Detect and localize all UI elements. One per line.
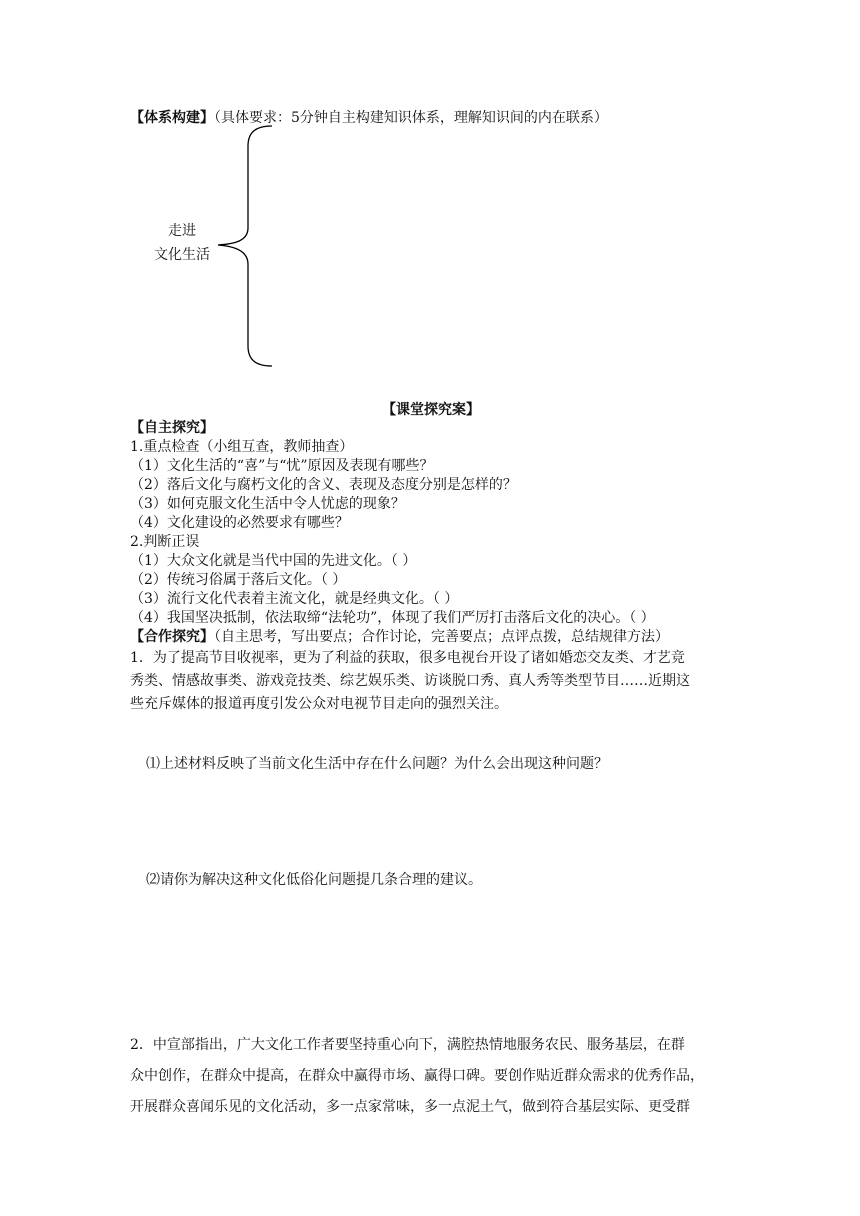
q1-sub1: ⑴上述材料反映了当前文化生活中存在什么问题？为什么会出现这种问题？ [146, 756, 608, 772]
q2-line: 众中创作，在群众中提高，在群众中赢得市场、赢得口碑。要创作贴近群众需求的优秀作品， [130, 1068, 704, 1084]
self-study-section [130, 419, 690, 716]
q2-line: 2．中宣部指出，广大文化工作者要坚持重心向下，满腔热情地服务农民、服务基层，在群 [130, 1037, 685, 1053]
check-item: （3）如何克服文化生活中令人忧虑的现象？ [130, 496, 405, 512]
judge-item: （1）大众文化就是当代中国的先进文化。（ ） [130, 553, 417, 569]
coop-instruction: （自主思考，写出要点；合作讨论，完善要点；点评点拨，总结规律方法） [214, 629, 669, 645]
self-study-heading: 【自主探究】 [130, 420, 214, 436]
q1-line: 秀类、情感故事类、游戏竞技类、综艺娱乐类、访谈脱口秀、真人秀等类型节目……近期这 [130, 673, 690, 689]
topic-line-1: 走进 [168, 223, 196, 239]
topic-line-2: 文化生活 [154, 247, 210, 263]
check-item: （4）文化建设的必然要求有哪些？ [130, 515, 349, 531]
framework-heading: 【体系构建】 [130, 110, 214, 126]
check-title: 1.重点检查（小组互查，教师抽查） [130, 439, 354, 455]
judge-item: （4）我国坚决抵制，依法取缔“法轮功”，体现了我们严厉打击落后文化的决心。（ ） [130, 610, 655, 626]
question-2 [130, 1030, 704, 1123]
q1-sub2: ⑵请你为解决这种文化低俗化问题提几条合理的建议。 [146, 872, 482, 888]
coop-heading: 【合作探究】 [130, 629, 214, 645]
q1-line: 1．为了提高节目收视率，更为了利益的获取，很多电视台开设了诸如婚恋交友类、才艺竞 [130, 650, 685, 666]
judge-item: （2）传统习俗属于落后文化。（ ） [130, 572, 347, 588]
question-1 [130, 647, 690, 716]
judge-item: （3）流行文化代表着主流文化，就是经典文化。（ ） [130, 591, 459, 607]
coop-header [130, 628, 690, 647]
curly-brace [200, 120, 290, 375]
judge-title: 2.判断正误 [130, 534, 200, 550]
classroom-title: 【课堂探究案】 [382, 402, 480, 418]
q1-line: 些充斥媒体的报道再度引发公众对电视节目走向的强烈关注。 [130, 696, 508, 712]
q2-line: 开展群众喜闻乐见的文化活动，多一点家常味，多一点泥土气，做到符合基层实际、更受群 [130, 1099, 690, 1115]
check-item: （2）落后文化与腐朽文化的含义、表现及态度分别是怎样的？ [130, 477, 517, 493]
check-item: （1）文化生活的“喜”与“忧”原因及表现有哪些？ [130, 458, 434, 474]
framework-requirement: （具体要求：5分钟自主构建知识体系，理解知识间的内在联系） [214, 110, 608, 126]
